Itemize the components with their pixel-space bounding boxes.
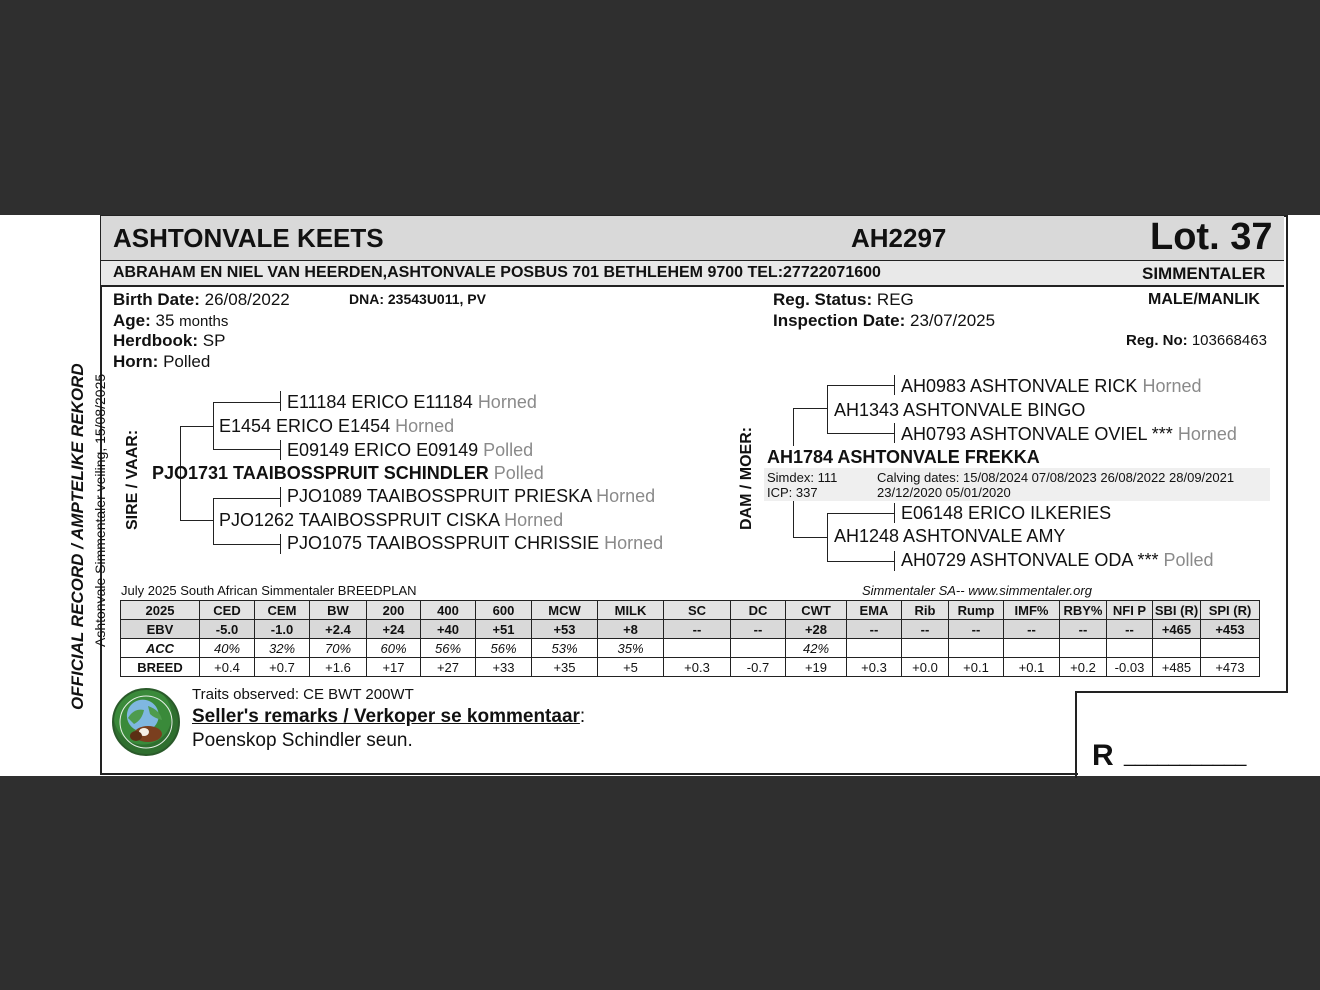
ebv-header: SBI (R) xyxy=(1153,601,1201,620)
breed-cell: +33 xyxy=(476,658,532,677)
sire-label: SIRE / VAAR: xyxy=(124,429,141,530)
acc-cell xyxy=(1004,639,1060,658)
sire-sire-sire: E11184 ERICO E11184 Horned xyxy=(287,392,537,412)
dam-dam-sire: E06148 ERICO ILKERIES xyxy=(901,503,1112,523)
sire-name: PJO1731 TAAIBOSSPRUIT SCHINDLER Polled xyxy=(152,463,544,483)
ebv-cell: -- xyxy=(731,620,786,639)
sire-line xyxy=(213,498,281,499)
acc-cell: 35% xyxy=(598,639,664,658)
sire-line xyxy=(213,544,281,545)
sire-line xyxy=(180,520,214,521)
breed-name: SIMMENTALER xyxy=(1142,264,1266,283)
ebv-header: SC xyxy=(664,601,731,620)
sire-line xyxy=(213,402,281,403)
breed-cell: -0.03 xyxy=(1107,658,1153,677)
acc-cell xyxy=(1060,639,1107,658)
dam-simdex: Simdex: 111 xyxy=(767,470,838,485)
acc-cell xyxy=(1107,639,1153,658)
sire-line xyxy=(213,402,214,449)
dam-dam-dam: AH0729 ASHTONVALE ODA *** Polled xyxy=(901,550,1214,570)
acc-cell xyxy=(902,639,949,658)
acc-cell: 40% xyxy=(200,639,255,658)
ebv-header: DC xyxy=(731,601,786,620)
dam-line xyxy=(827,513,828,561)
acc-cell: 60% xyxy=(367,639,421,658)
breedplan-title: July 2025 South African Simmentaler BREEDPLAN xyxy=(121,583,417,598)
dam-dam: AH1248 ASHTONVALE AMY xyxy=(834,526,1066,546)
breeder-info: ABRAHAM EN NIEL VAN HEERDEN,ASHTONVALE POSBUS 701 BETHLEHEM 9700 TEL:27722071600 xyxy=(113,264,881,281)
ebv-header: MCW xyxy=(532,601,598,620)
dam-line xyxy=(827,433,895,434)
breed-cell: +0.3 xyxy=(664,658,731,677)
price-line[interactable]: ___________ xyxy=(1124,745,1247,767)
sire-sire: E1454 ERICO E1454 Horned xyxy=(219,416,455,436)
sire-dam-dam: PJO1075 TAAIBOSSPRUIT CHRISSIE Horned xyxy=(287,533,664,553)
sire-line xyxy=(280,487,281,507)
breed-cell: +35 xyxy=(532,658,598,677)
auction-label: Ashtonvale Simmentaler veiling, 15/08/2025 xyxy=(92,373,108,647)
ebv-cell: +8 xyxy=(598,620,664,639)
ebv-header: MILK xyxy=(598,601,664,620)
dna-info: DNA: 23543U011, PV xyxy=(349,291,486,307)
herdbook: Herdbook: SP xyxy=(113,331,226,350)
acc-cell: 56% xyxy=(476,639,532,658)
ebv-cell: +28 xyxy=(786,620,847,639)
breedplan-site: Simmentaler SA-- www.simmentaler.org xyxy=(862,583,1092,598)
sire-line xyxy=(280,391,281,411)
dam-line xyxy=(827,561,895,562)
card-bottom-edge xyxy=(100,773,1078,775)
breed-cell: +485 xyxy=(1153,658,1201,677)
acc-cell: 42% xyxy=(786,639,847,658)
ebv-cell: +2.4 xyxy=(310,620,367,639)
dam-label: DAM / MOER: xyxy=(738,426,755,530)
breed-cell: +17 xyxy=(367,658,421,677)
dam-line xyxy=(894,423,895,443)
dam-line xyxy=(827,385,895,386)
age: Age: 35 months xyxy=(113,311,229,330)
ebv-header: SPI (R) xyxy=(1201,601,1260,620)
ebv-header: NFI P xyxy=(1107,601,1153,620)
cattle-globe-icon xyxy=(114,690,178,754)
breed-cell: +0.7 xyxy=(255,658,310,677)
ebv-cell: -- xyxy=(1060,620,1107,639)
ebv-header: CEM xyxy=(255,601,310,620)
breed-cell: +0.2 xyxy=(1060,658,1107,677)
ebv-header-row xyxy=(121,601,1260,620)
birth-date: Birth Date: 26/08/2022 xyxy=(113,290,290,309)
traits-observed: Traits observed: CE BWT 200WT xyxy=(192,686,414,703)
acc-cell xyxy=(731,639,786,658)
ebv-header: 2025 xyxy=(121,601,200,620)
dam-sire-dam: AH0793 ASHTONVALE OVIEL *** Horned xyxy=(901,424,1237,444)
acc-cell xyxy=(847,639,902,658)
inspection-date: Inspection Date: 23/07/2025 xyxy=(773,311,996,330)
ebv-cell: -- xyxy=(902,620,949,639)
dam-line xyxy=(793,537,827,538)
breed-cell: +27 xyxy=(421,658,476,677)
dam-calving-dates: Calving dates: 15/08/2024 07/08/2023 26/08/2022 28/09/2021 xyxy=(877,470,1235,485)
dam-line xyxy=(793,408,827,409)
breed-cell: +0.1 xyxy=(949,658,1004,677)
breed-cell: -0.7 xyxy=(731,658,786,677)
ebv-cell: +53 xyxy=(532,620,598,639)
ebv-cell: +40 xyxy=(421,620,476,639)
breed-cell: +0.3 xyxy=(847,658,902,677)
dam-line xyxy=(894,551,895,571)
sex: MALE/MANLIK xyxy=(1148,291,1260,308)
ebv-header: CWT xyxy=(786,601,847,620)
dam-line xyxy=(827,385,828,433)
sire-line xyxy=(213,498,214,544)
ebv-cell: -- xyxy=(847,620,902,639)
ebv-cell: +465 xyxy=(1153,620,1201,639)
lot-number: Lot. 37 xyxy=(1150,216,1273,258)
breed-cell: +0.1 xyxy=(1004,658,1060,677)
sire-sire-dam: E09149 ERICO E09149 Polled xyxy=(287,440,534,460)
ebv-header: RBY% xyxy=(1060,601,1107,620)
ebv-header: IMF% xyxy=(1004,601,1060,620)
ebv-cell: +453 xyxy=(1201,620,1260,639)
sire-line xyxy=(213,449,281,450)
ebv-header: BW xyxy=(310,601,367,620)
ebv-header: 600 xyxy=(476,601,532,620)
ebv-table xyxy=(120,600,1260,677)
simmentaler-logo xyxy=(112,688,180,756)
dam-name: AH1784 ASHTONVALE FREKKA xyxy=(767,447,1040,467)
dam-line xyxy=(793,408,794,446)
reg-status: Reg. Status: REG xyxy=(773,290,914,309)
price-label: R xyxy=(1092,739,1114,772)
ebv-header: EMA xyxy=(847,601,902,620)
official-record-label: OFFICIAL RECORD / AMPTELIKE REKORD xyxy=(68,363,87,710)
acc-cell xyxy=(1201,639,1260,658)
breed-cell: +0.4 xyxy=(200,658,255,677)
ebv-cell: -5.0 xyxy=(200,620,255,639)
lot-card xyxy=(0,215,1320,776)
ebv-cell: +24 xyxy=(367,620,421,639)
breed-cell: +1.6 xyxy=(310,658,367,677)
seller-remarks: Poenskop Schindler seun. xyxy=(192,730,413,751)
breed-cell: +473 xyxy=(1201,658,1260,677)
animal-id: AH2297 xyxy=(851,223,947,253)
acc-cell: 32% xyxy=(255,639,310,658)
acc-cell: 70% xyxy=(310,639,367,658)
acc-cell xyxy=(1153,639,1201,658)
ebv-header: 400 xyxy=(421,601,476,620)
breed-row xyxy=(121,658,1260,677)
acc-cell: 56% xyxy=(421,639,476,658)
breed-cell: BREED xyxy=(121,658,200,677)
breed-cell: +0.0 xyxy=(902,658,949,677)
ebv-cell: -- xyxy=(664,620,731,639)
ebv-header: CED xyxy=(200,601,255,620)
ebv-cell: EBV xyxy=(121,620,200,639)
dam-line xyxy=(894,375,895,395)
acc-cell xyxy=(949,639,1004,658)
ebv-header: Rib xyxy=(902,601,949,620)
sire-line xyxy=(280,534,281,554)
horn-status: Horn: Polled xyxy=(113,352,211,371)
sire-line xyxy=(180,426,214,427)
breed-cell: +5 xyxy=(598,658,664,677)
dam-line xyxy=(827,513,895,514)
breed-cell: +19 xyxy=(786,658,847,677)
ebv-cell: -- xyxy=(1107,620,1153,639)
ebv-cell: -- xyxy=(949,620,1004,639)
ebv-cell: +51 xyxy=(476,620,532,639)
dam-sire: AH1343 ASHTONVALE BINGO xyxy=(834,400,1086,420)
animal-name: ASHTONVALE KEETS xyxy=(113,223,384,253)
sire-dam-sire: PJO1089 TAAIBOSSPRUIT PRIESKA Horned xyxy=(287,486,656,506)
acc-cell xyxy=(664,639,731,658)
ebv-cell: -1.0 xyxy=(255,620,310,639)
ebv-cell: -- xyxy=(1004,620,1060,639)
acc-row xyxy=(121,639,1260,658)
dam-line xyxy=(894,503,895,523)
ebv-row xyxy=(121,620,1260,639)
ebv-header: Rump xyxy=(949,601,1004,620)
card-left-edge xyxy=(100,691,102,775)
dam-calving-dates-more: 23/12/2020 05/01/2020 xyxy=(877,485,1011,500)
acc-cell: ACC xyxy=(121,639,200,658)
remarks-heading: Seller's remarks / Verkoper se kommentaar: xyxy=(192,706,586,727)
sire-line xyxy=(280,440,281,460)
acc-cell: 53% xyxy=(532,639,598,658)
reg-number: Reg. No: 103668463 xyxy=(1126,332,1267,349)
dam-line xyxy=(793,499,794,537)
dam-icp: ICP: 337 xyxy=(767,485,818,500)
ebv-header: 200 xyxy=(367,601,421,620)
sire-dam: PJO1262 TAAIBOSSPRUIT CISKA Horned xyxy=(219,510,564,530)
dam-sire-sire: AH0983 ASHTONVALE RICK Horned xyxy=(901,376,1202,396)
